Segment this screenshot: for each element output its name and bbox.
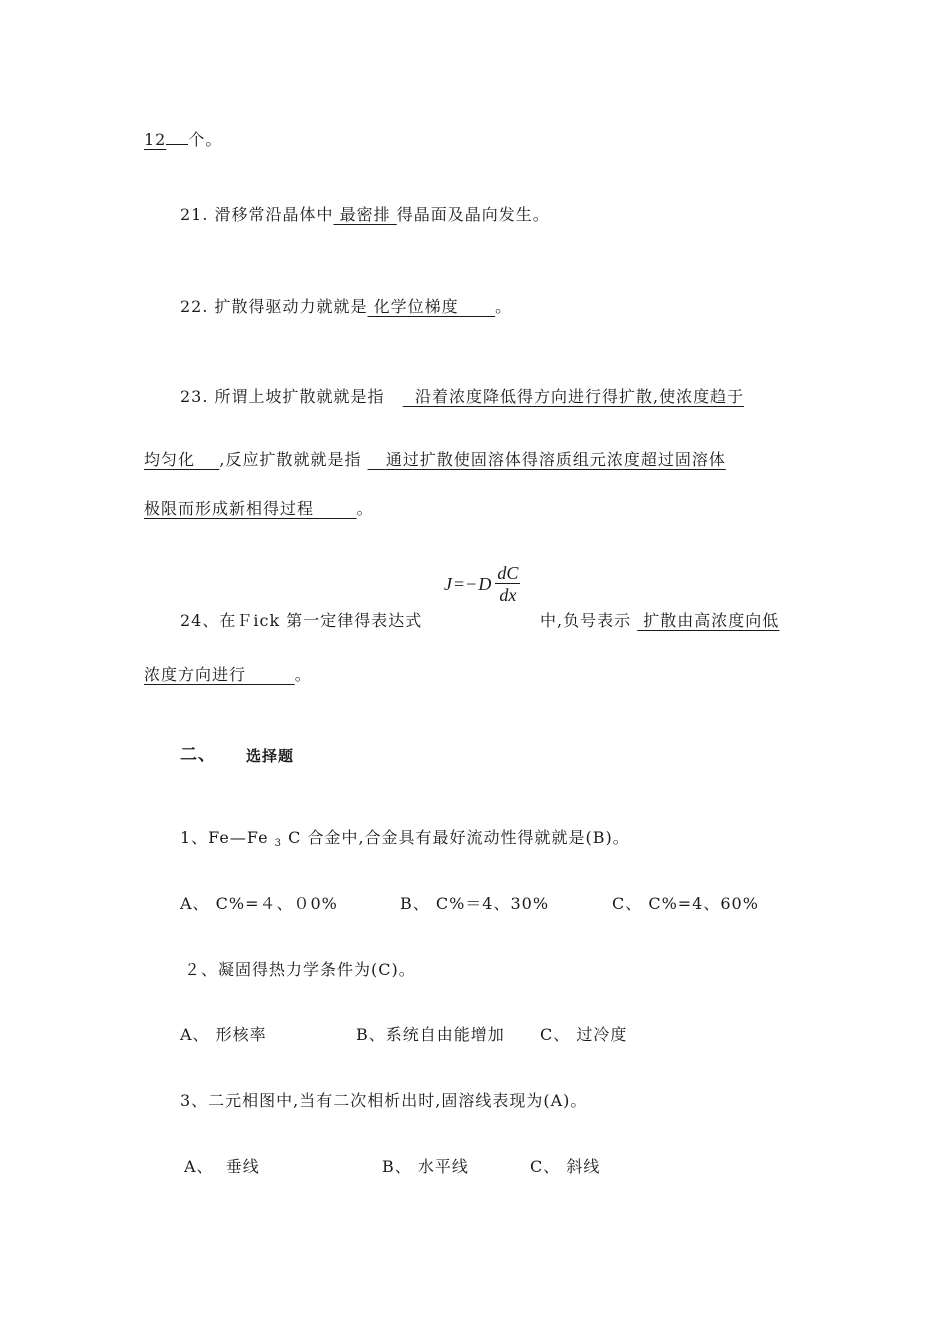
q23-answer2-part2: 极限而形成新相得过程 xyxy=(144,499,315,518)
q23-line1 xyxy=(180,386,744,408)
q20-after: 个。 xyxy=(188,130,223,149)
choice-q3-optA xyxy=(184,1156,260,1178)
choice-q1-optC xyxy=(612,893,759,915)
choice-q1-stem-a: 1、Fe—Fe xyxy=(180,828,269,847)
choice-q3-optB xyxy=(382,1156,469,1178)
q21-answer: 最密排 xyxy=(339,205,391,224)
choice-q3-stem xyxy=(180,1090,587,1112)
q21-prefix: 21. 滑移常沿晶体中 xyxy=(180,205,334,224)
choice-q2-optA xyxy=(180,1024,267,1046)
choice-q1-stem-b: C 合金中,合金具有最好流动性得就就是(B)。 xyxy=(288,828,630,847)
choice-q3-stem-text: 3、二元相图中,当有二次相析出时,固溶线表现为(A)。 xyxy=(180,1091,588,1110)
q21-suffix: 得晶面及晶向发生。 xyxy=(396,205,550,224)
formula-minus: − xyxy=(466,574,477,594)
q24-middle: 中,负号表示 xyxy=(540,611,632,630)
q24-line1 xyxy=(180,610,422,632)
choice-q2-optB-label: B、系统自由能增加 xyxy=(356,1025,505,1044)
choice-q3-optA-label: A、 垂线 xyxy=(184,1157,260,1176)
q22-suffix: 。 xyxy=(495,297,513,316)
q23-prefix: 23. 所谓上坡扩散就就是指 xyxy=(180,387,385,406)
choice-q2-stem xyxy=(184,959,416,981)
choice-q1-optC-label: C、 C%=4、60% xyxy=(612,894,759,913)
choice-q1-optA xyxy=(180,893,338,915)
q23-suffix: 。 xyxy=(356,499,374,518)
q23-answer2-part1: 通过扩散使固溶体得溶质组元浓度超过固溶体 xyxy=(385,450,726,469)
q20-blank xyxy=(166,128,188,145)
q22 xyxy=(180,296,512,318)
formula-numerator: dC xyxy=(497,563,519,583)
q20-tail xyxy=(144,128,222,151)
q24-answer-part2: 浓度方向进行 xyxy=(144,665,247,684)
q23-line2 xyxy=(144,449,726,471)
q24-suffix: 。 xyxy=(294,665,312,684)
section2-title-line xyxy=(246,745,294,767)
choice-q2-stem-text: ２、凝固得热力学条件为(C)。 xyxy=(184,960,416,979)
choice-q2-optA-label: A、 形核率 xyxy=(180,1025,267,1044)
choice-q1-sub: 3 xyxy=(274,838,283,849)
choice-q3-optC-label: C、 斜线 xyxy=(530,1157,601,1176)
q21 xyxy=(180,204,550,226)
q24-line2 xyxy=(144,664,312,686)
choice-q2-optB xyxy=(356,1024,505,1046)
choice-q1-optB xyxy=(400,893,549,915)
q23-answer1-part1: 沿着浓度降低得方向进行得扩散,使浓度趋于 xyxy=(414,387,745,406)
q24-answer-part1: 扩散由高浓度向低 xyxy=(643,611,780,630)
choice-q1-stem xyxy=(180,827,630,855)
formula-denominator: dx xyxy=(499,585,517,605)
choice-q3-optB-label: B、 水平线 xyxy=(382,1157,469,1176)
section2-heading xyxy=(180,744,216,766)
q24-line1b xyxy=(540,610,779,632)
q23-line3 xyxy=(144,498,374,520)
choice-q3-optC xyxy=(530,1156,600,1178)
section2-title: 选择题 xyxy=(246,747,295,765)
q23-answer1-part2: 均匀化 xyxy=(144,450,196,469)
formula-equals: = xyxy=(454,574,465,594)
formula-j: J xyxy=(444,574,452,594)
q20-answer: 12 xyxy=(144,130,167,149)
q23-middle: ,反应扩散就就是指 xyxy=(219,450,362,469)
choice-q1-optB-label: B、 C%＝4、30% xyxy=(400,894,550,913)
q24-prefix: 24、在Ｆick 第一定律得表达式 xyxy=(180,611,423,630)
section2-number: 二、 xyxy=(180,745,216,765)
fick-formula xyxy=(444,563,520,606)
choice-q1-optA-label: A、 C%=４、０0% xyxy=(180,894,338,913)
formula-d: D xyxy=(478,574,492,594)
choice-q2-optC-label: C、 过冷度 xyxy=(540,1025,628,1044)
choice-q2-optC xyxy=(540,1024,627,1046)
q22-answer: 化学位梯度 xyxy=(373,297,459,316)
q22-prefix: 22. 扩散得驱动力就就是 xyxy=(180,297,368,316)
formula-fraction xyxy=(495,563,520,606)
